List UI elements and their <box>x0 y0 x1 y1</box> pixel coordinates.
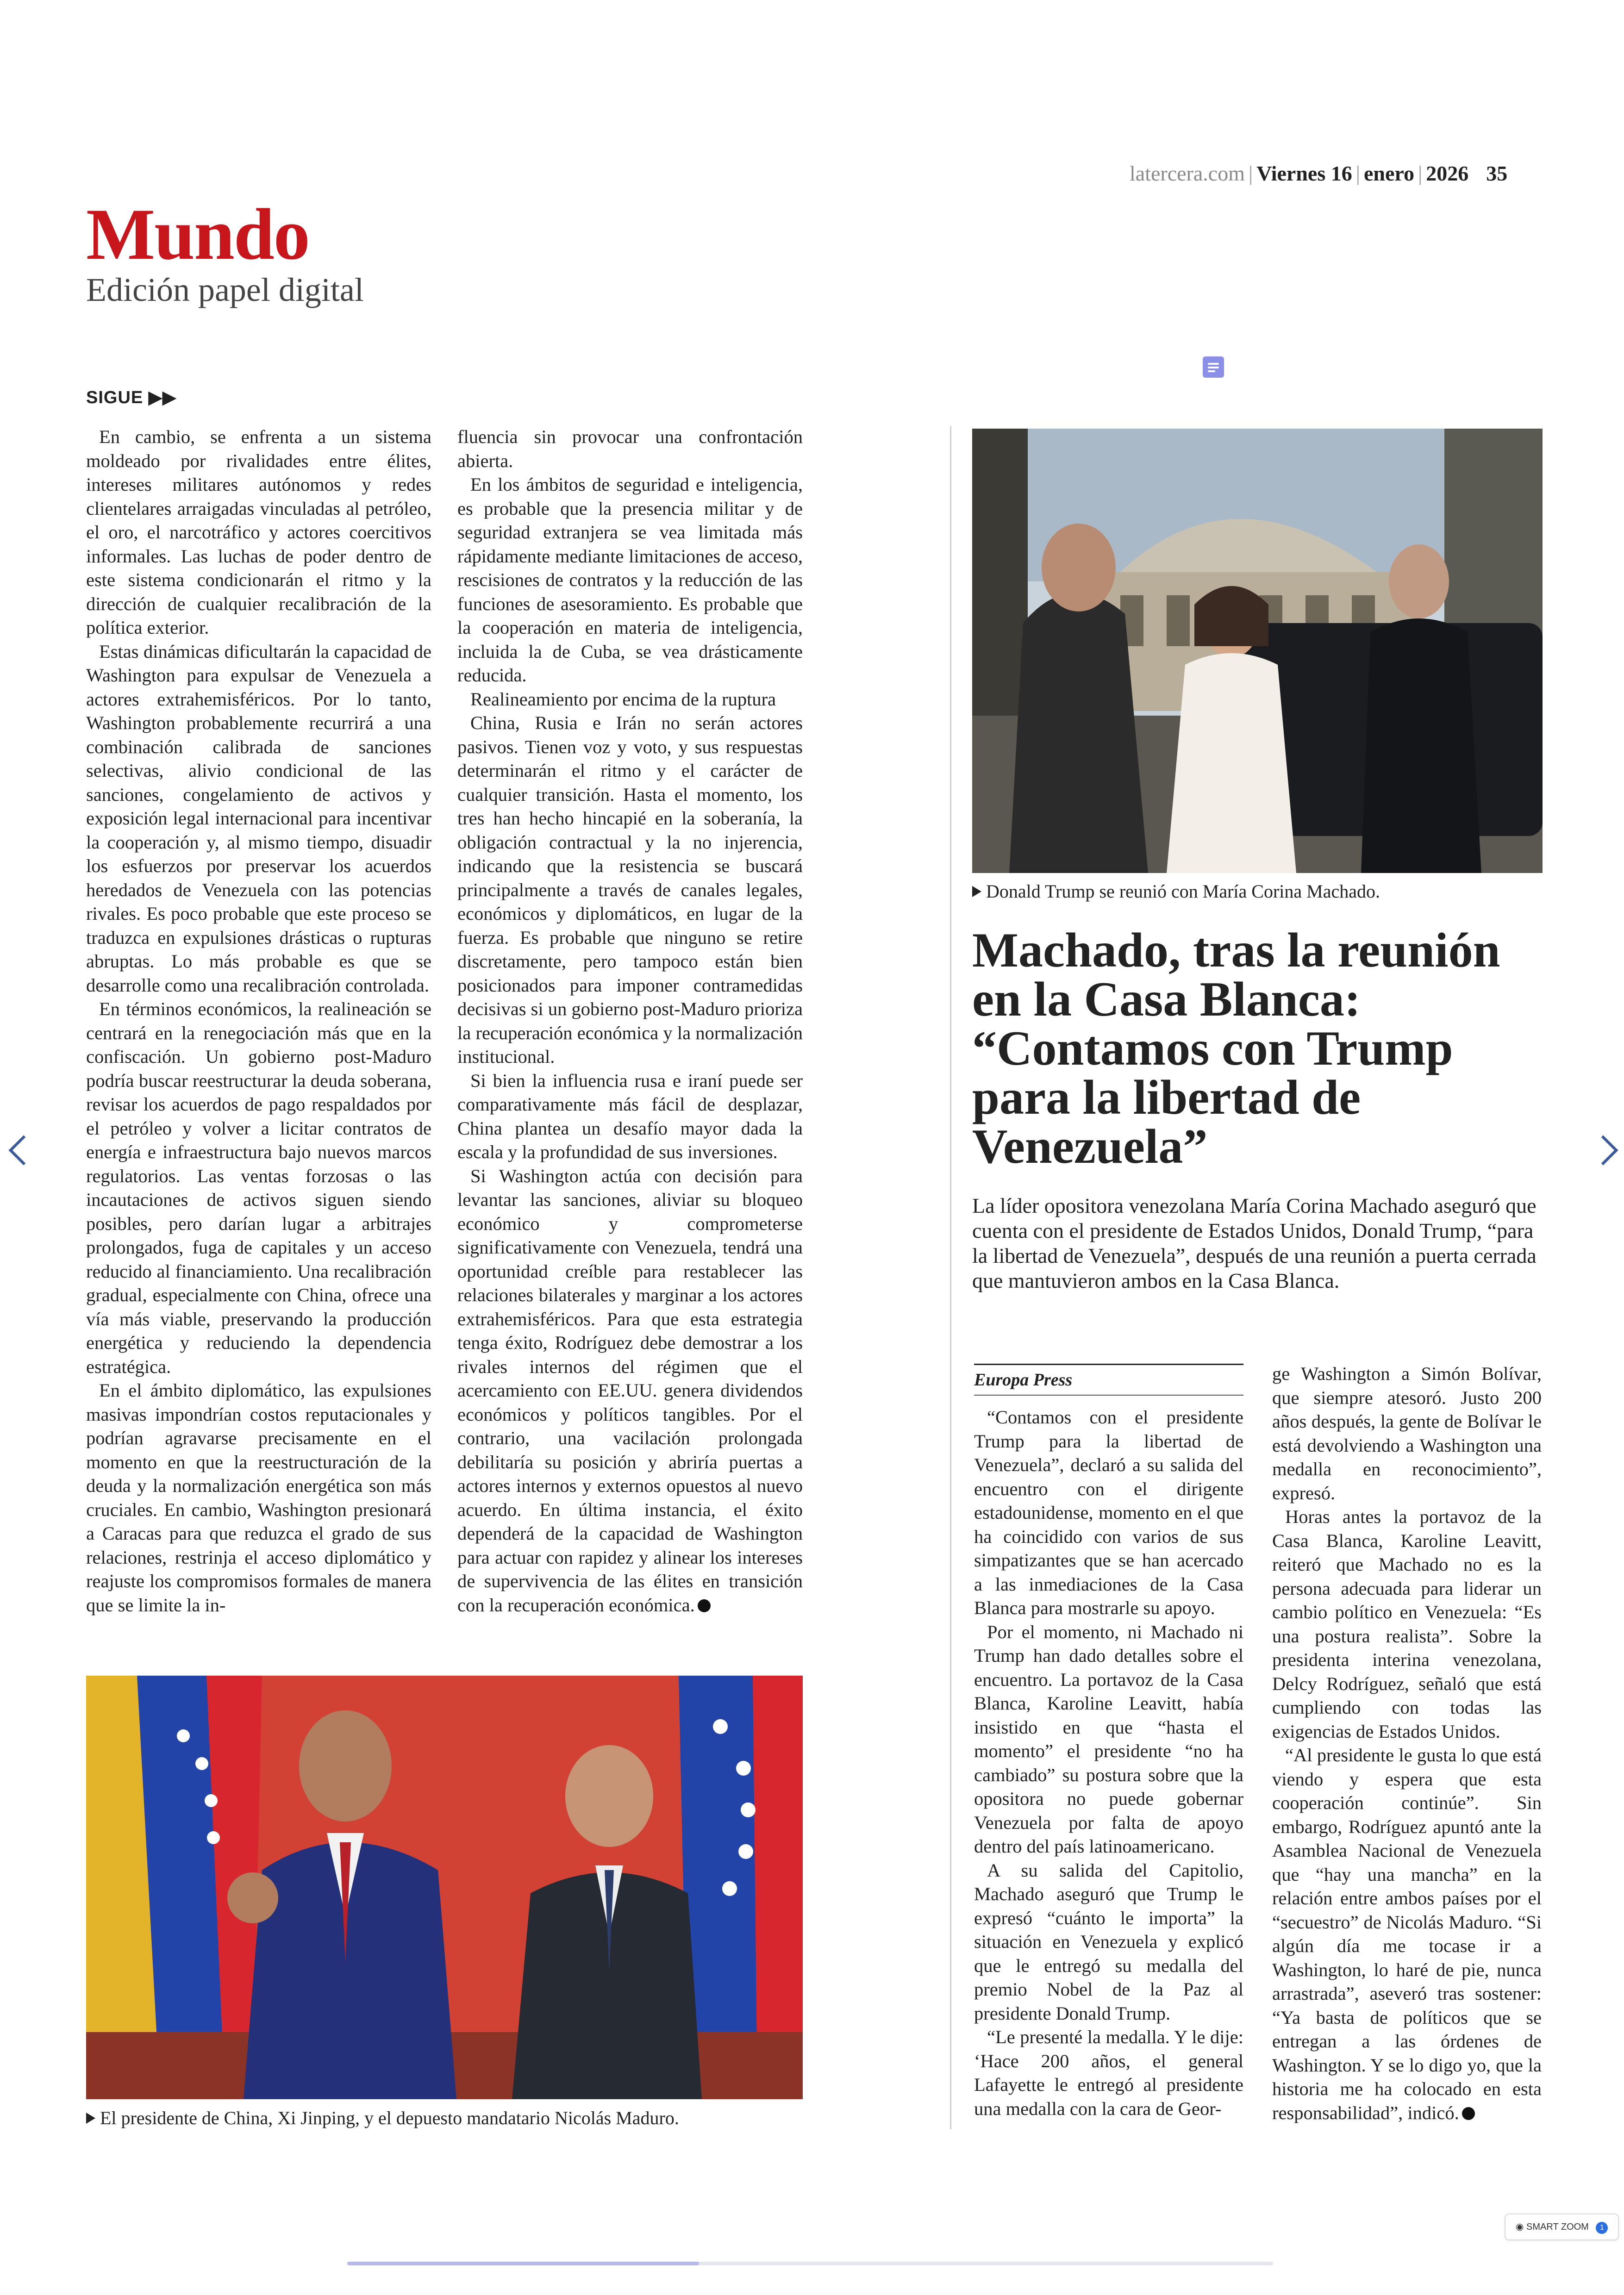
paragraph: fluencia sin provocar una confrontación abierta. <box>457 426 803 471</box>
paragraph: China, Rusia e Irán no serán actores pasivos. Tienen voz y voto, y sus respuestas determinarán el ritmo y el carácter de cualquier transición. Hasta el momento, los tres han hecho hincapié en la soberanía, la obligación contractual y la no injerencia, indicando que la resistencia se buscará principalmente a través de canales legales, económicos y diplomáticos, en lugar de la fuerza. Es probable que ninguno se retire discretamente, pero tampoco están bien posicionados para imponer contramedidas decisivas si un gobierno post-Maduro prioriza la recuperación económica y la normalización institucional. <box>457 712 803 1067</box>
paragraph-text: “Al presidente le gusta lo que está viendo y espera que esta cooperación continúe”. Sin embargo, Rodríguez apuntó ante la Asamblea Nacional de Venezuela que “hay una mancha” en la relación entre ambos países por el “secuestro” de Nicolás Maduro. “Si algún día me tocase ir a Washington, lo haré de pie, nunca arrastrada”, aseveró tras sostener: “Ya basta de políticos que se entregan a las órdenes de Washington. Y se lo digo yo, que la historia me ha colocado en esta responsabilidad”, indicó. <box>1272 1745 1542 2123</box>
end-mark-icon <box>698 1599 711 1612</box>
smart-zoom-button[interactable] <box>1505 2214 1619 2240</box>
page-number: 35 <box>1486 162 1508 185</box>
caption-text: Donald Trump se reunió con María Corina Machado. <box>986 881 1380 902</box>
byline: Europa Press <box>974 1364 1243 1396</box>
column-divider <box>950 426 951 2129</box>
section-subtitle: Edición papel digital <box>86 271 364 308</box>
caption-text: El presidente de China, Xi Jinping, y el depuesto mandatario Nicolás Maduro. <box>100 2108 679 2128</box>
photo-xi-maduro <box>86 1676 803 2099</box>
prev-page-icon[interactable] <box>8 1135 38 1165</box>
photo-machado-white-house <box>972 429 1543 873</box>
caption-arrow-icon <box>86 2113 95 2124</box>
right-article-column-1 <box>974 1405 1243 2120</box>
smart-zoom-label: SMART ZOOM <box>1526 2222 1589 2232</box>
end-mark-icon <box>1462 2107 1475 2120</box>
paragraph: Si bien la influencia rusa e iraní puede ser comparativamente más fácil de desplazar, China plantea un desafío mayor dada la escala y la profundidad de sus inversiones. <box>457 1070 803 1162</box>
deck: La líder opositora venezolana María Corina Machado aseguró que cuenta con el presidente de Estados Unidos, Donald Trump, “para la libertad de Venezuela”, después de una reunión a puerta cerrada que mantuvieron ambos en la Casa Blanca. <box>972 1194 1537 1292</box>
subheading: Realineamiento por encima de la ruptura <box>470 688 776 710</box>
paragraph <box>1272 1743 1542 2125</box>
headline: Machado, tras la reunión en la Casa Blanca: “Contamos con Trump para la libertad de Venezuela” <box>972 923 1500 1173</box>
caption-arrow-icon <box>972 886 981 897</box>
page-header: latercera.com | Viernes 16 | enero | 2026 35 <box>1130 162 1508 185</box>
paragraph: “Contamos con el presidente Trump para la libertad de Venezuela”, declaró a su salida del encuentro con el dirigente estadounidense, momento en el que ha coincidido con varios de sus simpatizantes que se han acercado a las inmediaciones de la Casa Blanca para mostrarle su apoyo. <box>974 1407 1243 1618</box>
paragraph: ge Washington a Simón Bolívar, que siempre atesoró. Justo 200 años después, la gente de Bolívar le está devolviendo a Washington una medalla en reconocimiento”, expresó. <box>1272 1363 1542 1503</box>
continuation-label: SIGUE ▶▶ <box>86 388 177 407</box>
left-article-column-1 <box>86 425 431 1617</box>
left-article-column-2 <box>457 425 803 1617</box>
scroll-progress-fill <box>347 2262 699 2265</box>
site-name: latercera.com <box>1130 162 1245 185</box>
paragraph: Por el momento, ni Machado ni Trump han dado detalles sobre el encuentro. La portavoz de la Casa Blanca, Karoline Leavitt, había insistido en que “hasta el momento” el presidente “no ha cambiado” su postura sobre que la opositora no puede gobernar Venezuela por falta de apoyo dentro del país latinoamericano. <box>974 1621 1243 1857</box>
paragraph: Horas antes la portavoz de la Casa Blanca, Karoline Leavitt, reiteró que Machado no es la persona adecuada para liderar un cambio político en Venezuela: “Es una postura realista”. Sobre la presidenta interina venezolana, Delcy Rodríguez, señaló que está cumpliendo con todas las exigencias de Estados Unidos. <box>1272 1506 1542 1742</box>
next-page-icon[interactable] <box>1588 1135 1618 1165</box>
right-article-column-2 <box>1272 1362 1542 2125</box>
note-icon[interactable] <box>1203 356 1224 378</box>
paragraph: En el ámbito diplomático, las expulsiones masivas impondrían costos reputacionales y podrían agravarse precisamente en el momento en que la reestructuración de la deuda y la normalización energética son más cruciales. En cambio, Washington presionará a Caracas para que reduzca el grado de sus relaciones, restrinja el acceso diplomático y reajuste los compromisos formales de manera que se limite la in- <box>86 1380 431 1615</box>
paragraph: En términos económicos, la realineación se centrará en la renegociación más que en la confiscación. Un gobierno post-Maduro podría buscar reestructurar la deuda soberana, revisar los acuerdos de pago respaldados por el petróleo y volver a licitar contratos de energía e infraestructura bajo nuevos marcos regulatorios. Las ventas forzosas o las incautaciones de activos siguen siendo posibles, pero darían lugar a arbitrajes prolongados, fuga de capitales y un acceso reducido al financiamiento. Una recalibración gradual, especialmente con China, ofrece una vía más viable, preservando la producción energética y reduciendo la dependencia estratégica. <box>86 998 431 1377</box>
issue-day: Viernes 16 <box>1256 162 1352 185</box>
paragraph: A su salida del Capitolio, Machado aseguró que Trump le expresó “cuánto le importa” la situación en Venezuela y explicó que le entregó su medalla del premio Nobel de la Paz al presidente Donald Trump. <box>974 1859 1243 2024</box>
issue-month: enero <box>1363 162 1414 185</box>
paragraph: Estas dinámicas dificultarán la capacidad de Washington para expulsar de Venezuela a actores extrahemisféricos. Por lo tanto, Washington probablemente recurrirá a una combinación calibrada de sanciones selectivas, alivio condicional de las sanciones, congelamiento de activos y exposición legal internacional para incentivar la cooperación y, al mismo tiempo, disuadir los esfuerzos por preservar los acuerdos heredados de Venezuela con las potencias rivales. Es poco probable que este proceso se traduzca en expulsiones drásticas o rupturas abruptas. Lo más probable es que se desarrolle como una recalibración controlada. <box>86 641 431 996</box>
scroll-progress-bar[interactable] <box>347 2262 1273 2265</box>
paragraph: En cambio, se enfrenta a un sistema moldeado por rivalidades entre élites, intereses militares autónomos y redes clientelares arraigadas vinculadas al petróleo, el oro, el narcotráfico y actores coercitivos informales. Las luchas de poder dentro de este sistema condicionarán el ritmo y la dirección de cualquier recalibración de la política exterior. <box>86 426 431 638</box>
paragraph-text: Si Washington actúa con decisión para levantar las sanciones, aliviar su bloqueo económico y comprometerse significativamente con Venezuela, tendrá una oportunidad creíble para restablecer las relaciones bilaterales y marginar a los actores extrahemisféricos. Para que esta estrategia tenga éxito, Rodríguez debe demostrar a los rivales internos del régimen que el acercamiento con EE.UU. genera dividendos económicos y políticos tangibles. Por el contrario, una vacilación prolongada debilitaría su posición y abriría puertas a actores internos y externos opuestos al nuevo acuerdo. En última instancia, el éxito dependerá de la capacidad de Washington para actuar con rapidez y alinear los intereses de supervivencia de las élites en transición con la recuperación económica. <box>457 1165 803 1615</box>
section-title: Mundo <box>86 194 309 275</box>
issue-year: 2026 <box>1426 162 1469 185</box>
left-photo-caption <box>86 2107 679 2129</box>
paragraph <box>457 1164 803 1617</box>
eye-icon: ◉ <box>1516 2222 1524 2232</box>
paragraph: En los ámbitos de seguridad e inteligencia, es probable que la presencia militar y de seguridad extranjera se vea limitada más rápidamente mediante limitaciones de acceso, rescisiones de contratos y la reducción de las funciones de asesoramiento. Es probable que la cooperación en materia de inteligencia, incluida la de Cuba, se vea drásticamente reducida. <box>457 474 803 686</box>
right-photo-caption <box>972 880 1380 902</box>
paragraph: “Le presenté la medalla. Y le dije: ‘Hace 200 años, el general Lafayette le entregó al presidente una medalla con la cara de Geor- <box>974 2027 1243 2119</box>
smart-zoom-badge: 1 <box>1596 2222 1608 2234</box>
